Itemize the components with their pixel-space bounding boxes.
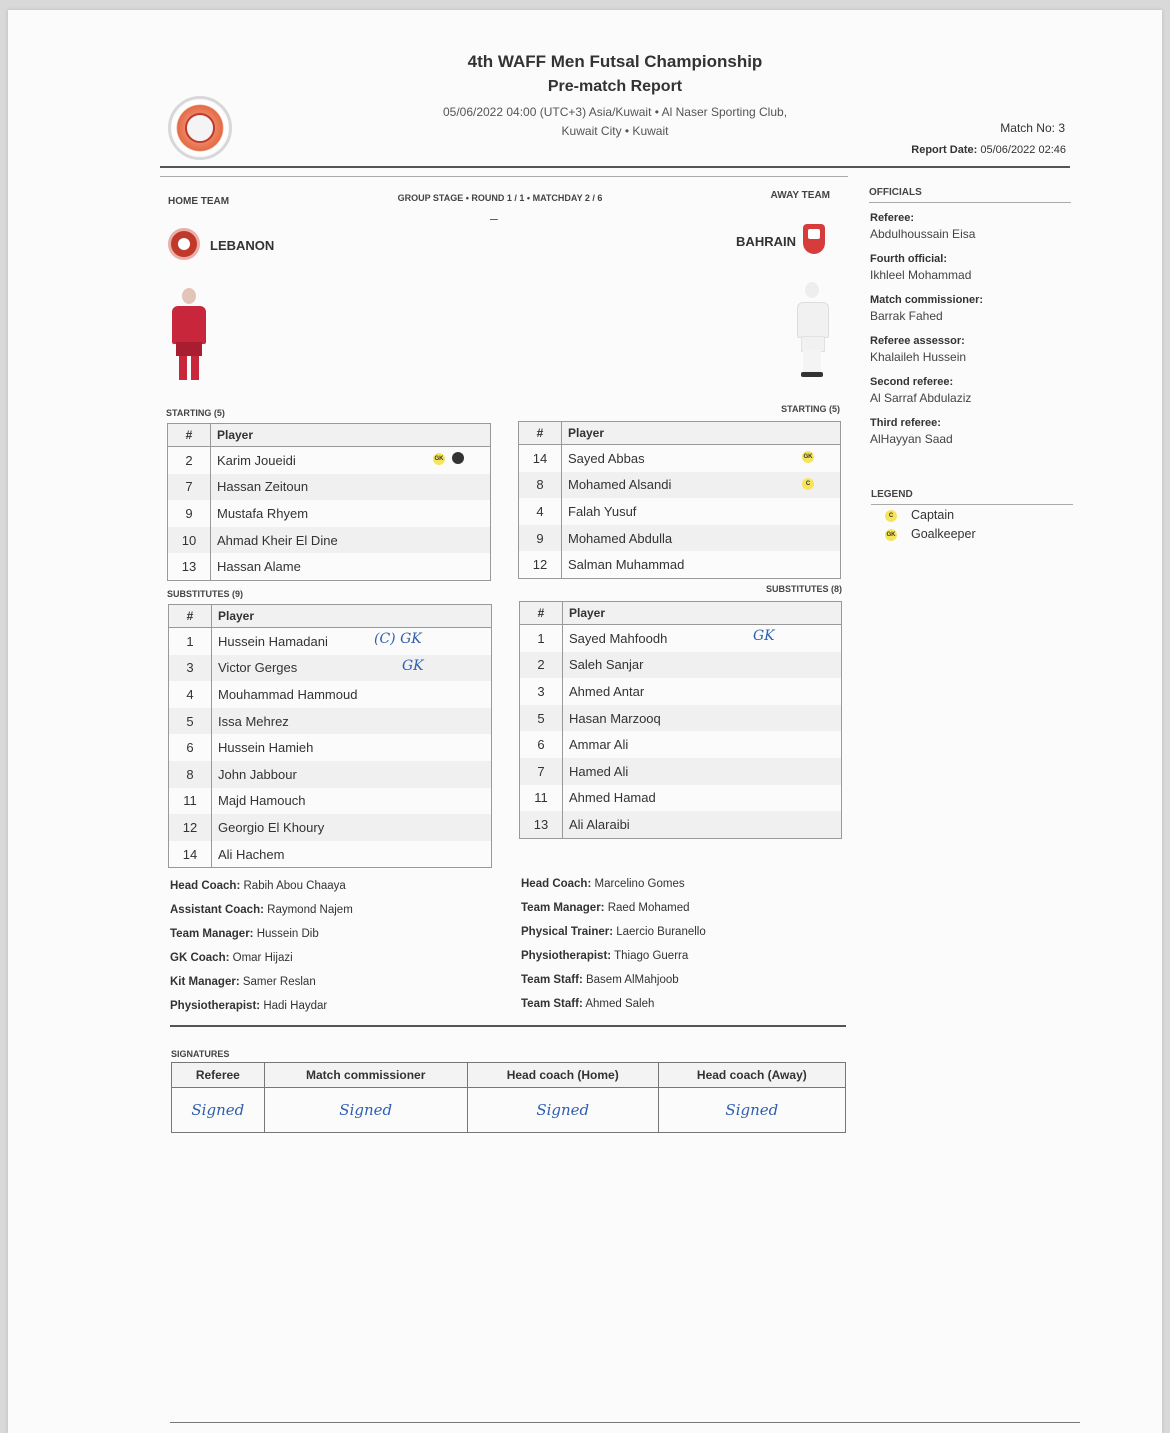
table-row xyxy=(169,708,492,735)
table-row xyxy=(169,761,492,788)
player-name: Sayed Mahfoodh xyxy=(569,630,668,646)
staff-name: Omar Hijazi xyxy=(232,952,293,964)
staff-role: Kit Manager: xyxy=(170,976,240,988)
player-number: 12 xyxy=(519,551,562,578)
staff-name: Hussein Dib xyxy=(256,928,319,940)
staff-item xyxy=(170,976,500,1000)
player-cell xyxy=(212,841,492,868)
player-name: Ahmed Hamad xyxy=(569,790,656,806)
handwritten-note: GK xyxy=(753,628,775,644)
staff-role: Physiotherapist: xyxy=(170,1000,261,1012)
legend-list xyxy=(885,508,1075,546)
official-item xyxy=(870,335,1070,376)
signature-column-header: Head coach (Away) xyxy=(658,1063,845,1088)
table-row xyxy=(169,814,492,841)
waff-logo-icon xyxy=(168,96,232,160)
player-number: 4 xyxy=(169,681,212,708)
player-cell xyxy=(562,525,841,552)
home-staff-list xyxy=(170,880,500,1024)
table-row xyxy=(519,445,841,472)
player-name: Karim Joueidi xyxy=(217,452,296,468)
staff-name: Ahmed Saleh xyxy=(585,998,655,1010)
player-name: Hasan Marzooq xyxy=(569,710,661,726)
col-num: # xyxy=(168,424,211,447)
player-cell xyxy=(562,551,841,578)
official-item xyxy=(870,417,1070,458)
player-number: 6 xyxy=(169,734,212,761)
staff-name: Thiago Guerra xyxy=(614,950,689,962)
player-name: Ali Hachem xyxy=(218,846,285,862)
player-cell xyxy=(211,447,491,474)
player-cell xyxy=(563,652,842,679)
match-datetime-venue: 05/06/2022 04:00 (UTC+3) Asia/Kuwait • Al Naser Sporting Club, xyxy=(442,105,788,119)
player-number: 7 xyxy=(168,474,211,501)
staff-name: Basem AlMahjoob xyxy=(585,974,679,986)
signature-column-header: Referee xyxy=(172,1063,265,1088)
player-number: 10 xyxy=(168,527,211,554)
teams-divider xyxy=(160,176,848,177)
table-row xyxy=(519,525,841,552)
staff-name: Samer Reslan xyxy=(242,976,316,988)
staff-name: Marcelino Gomes xyxy=(594,878,685,890)
staff-item xyxy=(521,878,851,902)
col-num: # xyxy=(169,605,212,628)
footer-divider xyxy=(170,1422,1080,1423)
legend-divider xyxy=(871,504,1073,505)
staff-item xyxy=(170,928,500,952)
bahrain-crest-icon xyxy=(803,224,825,254)
home-subs-label: SUBSTITUTES (9) xyxy=(167,589,244,599)
officials-title: OFFICIALS xyxy=(869,187,922,198)
player-number: 1 xyxy=(520,625,563,652)
player-number: 3 xyxy=(169,655,212,682)
player-cell xyxy=(212,814,492,841)
signature-column-header: Head coach (Home) xyxy=(467,1063,658,1088)
player-cell xyxy=(562,498,841,525)
player-number: 3 xyxy=(520,678,563,705)
official-role: Third referee: xyxy=(870,417,941,429)
player-cell xyxy=(563,705,842,732)
player-name: Mouhammad Hammoud xyxy=(218,686,358,702)
player-cell xyxy=(212,628,492,655)
away-subs-label: SUBSTITUTES (8) xyxy=(765,584,842,594)
captain-badge-icon: C xyxy=(802,478,814,490)
player-number: 1 xyxy=(169,628,212,655)
table-row xyxy=(169,734,492,761)
player-name: Victor Gerges xyxy=(218,660,298,676)
match-city: Kuwait City • Kuwait xyxy=(561,124,669,138)
player-number: 13 xyxy=(168,553,211,580)
home-team-label: HOME TEAM xyxy=(168,196,230,207)
player-cell xyxy=(212,655,492,682)
player-number: 7 xyxy=(520,758,563,785)
player-number: 6 xyxy=(520,731,563,758)
player-cell xyxy=(563,678,842,705)
signature-cell: Signed xyxy=(264,1088,467,1133)
player-cell xyxy=(563,625,842,652)
player-name: John Jabbour xyxy=(218,766,297,782)
staff-item xyxy=(170,952,500,976)
goalkeeper-badge-icon: GK xyxy=(802,451,814,463)
table-row xyxy=(520,785,842,812)
staff-item xyxy=(521,902,851,926)
staff-item xyxy=(521,998,851,1022)
staff-role: Team Staff: xyxy=(521,974,583,986)
col-num: # xyxy=(520,602,563,625)
col-player: Player xyxy=(562,422,841,445)
staff-name: Raed Mohamed xyxy=(607,902,690,914)
staff-divider xyxy=(170,1025,846,1027)
captain-badge-icon: C xyxy=(885,510,897,522)
staff-name: Rabih Abou Chaaya xyxy=(243,880,346,892)
table-row xyxy=(520,705,842,732)
player-name: Ahmed Antar xyxy=(569,683,645,699)
player-number: 11 xyxy=(520,785,563,812)
official-role: Match commissioner: xyxy=(870,294,984,306)
player-name: Mohamed Abdulla xyxy=(568,530,673,546)
player-name: Salman Muhammad xyxy=(568,557,685,573)
player-number: 11 xyxy=(169,788,212,815)
table-row xyxy=(169,681,492,708)
table-row xyxy=(168,474,491,501)
table-row xyxy=(520,652,842,679)
player-name: Mustafa Rhyem xyxy=(217,505,309,521)
col-player: Player xyxy=(212,605,492,628)
staff-item xyxy=(521,926,851,950)
player-name: Saleh Sanjar xyxy=(569,657,644,673)
home-team-name: LEBANON xyxy=(210,238,275,253)
official-role: Referee: xyxy=(870,212,915,224)
legend-label: Captain xyxy=(911,508,955,522)
table-row xyxy=(519,472,841,499)
official-name: Ikhleel Mohammad xyxy=(870,268,972,282)
player-number: 8 xyxy=(169,761,212,788)
signature-cell: Signed xyxy=(172,1088,265,1133)
player-number: 14 xyxy=(169,841,212,868)
player-name: Mohamed Alsandi xyxy=(568,477,672,493)
player-cell xyxy=(563,785,842,812)
col-player: Player xyxy=(211,424,491,447)
home-starting-table xyxy=(167,423,491,581)
ball-icon xyxy=(452,452,464,464)
table-row xyxy=(520,811,842,838)
table-row xyxy=(168,553,491,580)
player-name: Sayed Abbas xyxy=(568,450,645,466)
player-cell xyxy=(212,681,492,708)
staff-role: Head Coach: xyxy=(170,880,241,892)
legend-label: Goalkeeper xyxy=(911,527,976,541)
player-cell xyxy=(563,731,842,758)
official-item xyxy=(870,212,1070,253)
player-name: Hassan Zeitoun xyxy=(217,479,309,495)
signatures-title: SIGNATURES xyxy=(171,1049,230,1059)
player-name: Hamed Ali xyxy=(569,763,629,779)
official-item xyxy=(870,376,1070,417)
home-starting-label: STARTING (5) xyxy=(166,408,225,418)
away-team-name: BAHRAIN xyxy=(736,234,796,249)
stage-info: GROUP STAGE • ROUND 1 / 1 • MATCHDAY 2 / 6 xyxy=(397,193,603,203)
official-role: Second referee: xyxy=(870,376,954,388)
lebanon-crest-icon xyxy=(168,228,200,260)
staff-role: Head Coach: xyxy=(521,878,592,890)
officials-divider xyxy=(869,202,1071,203)
player-number: 5 xyxy=(169,708,212,735)
player-name: Hussein Hamadani xyxy=(218,633,328,649)
header-divider xyxy=(160,166,1070,168)
staff-role: Team Manager: xyxy=(521,902,605,914)
staff-role: Physiotherapist: xyxy=(521,950,612,962)
player-cell xyxy=(563,811,842,838)
player-cell xyxy=(562,472,841,499)
official-name: Al Sarraf Abdulaziz xyxy=(870,391,972,405)
staff-role: Physical Trainer: xyxy=(521,926,614,938)
player-number: 9 xyxy=(168,500,211,527)
signature-column-header: Match commissioner xyxy=(264,1063,467,1088)
player-name: Hassan Alame xyxy=(217,559,301,575)
handwritten-note: GK xyxy=(402,657,424,674)
legend-item xyxy=(885,527,1075,546)
staff-item xyxy=(521,950,851,974)
goalkeeper-badge-icon: GK xyxy=(885,529,897,541)
official-role: Fourth official: xyxy=(870,253,947,265)
official-role: Referee assessor: xyxy=(870,335,965,347)
player-number: 2 xyxy=(520,652,563,679)
table-row xyxy=(168,500,491,527)
away-staff-list xyxy=(521,878,851,1022)
player-cell xyxy=(211,474,491,501)
player-name: Hussein Hamieh xyxy=(218,740,314,756)
signature-cell: Signed xyxy=(658,1088,845,1133)
table-row xyxy=(168,447,491,474)
player-name: Falah Yusuf xyxy=(568,503,637,519)
signatures-table xyxy=(171,1062,846,1133)
handwritten-note: (C) GK xyxy=(374,631,422,647)
col-num: # xyxy=(519,422,562,445)
signature-cell: Signed xyxy=(467,1088,658,1133)
staff-item xyxy=(170,1000,500,1024)
player-number: 13 xyxy=(520,811,563,838)
table-row xyxy=(520,731,842,758)
col-player: Player xyxy=(563,602,842,625)
staff-item xyxy=(521,974,851,998)
away-starting-table xyxy=(518,421,841,579)
table-row xyxy=(520,625,842,652)
staff-role: Assistant Coach: xyxy=(170,904,264,916)
away-starting-label: STARTING (5) xyxy=(781,404,840,414)
player-cell xyxy=(212,788,492,815)
player-name: Georgio El Khoury xyxy=(218,819,325,835)
away-team-label: AWAY TEAM xyxy=(770,190,830,201)
away-subs-table xyxy=(519,601,842,839)
table-row xyxy=(519,551,841,578)
official-name: Abdulhoussain Eisa xyxy=(870,227,976,241)
player-name: Issa Mehrez xyxy=(218,713,289,729)
staff-item xyxy=(170,880,500,904)
report-title: 4th WAFF Men Futsal Championship xyxy=(467,52,763,71)
report-subtitle: Pre-match Report xyxy=(547,78,683,95)
player-name: Ahmad Kheir El Dine xyxy=(217,532,338,548)
player-number: 8 xyxy=(519,472,562,499)
match-score: – xyxy=(490,210,498,226)
staff-name: Raymond Najem xyxy=(267,904,353,916)
player-cell xyxy=(212,708,492,735)
report-date: Report Date: 05/06/2022 02:46 xyxy=(911,144,1066,156)
player-name: Ali Alaraibi xyxy=(569,816,630,832)
player-number: 5 xyxy=(520,705,563,732)
official-name: AlHayyan Saad xyxy=(870,432,953,446)
player-number: 9 xyxy=(519,525,562,552)
staff-item xyxy=(170,904,500,928)
player-name: Majd Hamouch xyxy=(218,793,306,809)
table-row xyxy=(520,678,842,705)
goalkeeper-badge-icon: GK xyxy=(433,453,445,465)
player-number: 2 xyxy=(168,447,211,474)
staff-role: GK Coach: xyxy=(170,952,230,964)
table-row xyxy=(519,498,841,525)
official-item xyxy=(870,294,1070,335)
player-cell xyxy=(563,758,842,785)
table-row xyxy=(169,788,492,815)
staff-name: Hadi Haydar xyxy=(263,1000,328,1012)
match-number: Match No: 3 xyxy=(1000,121,1065,135)
legend-title: LEGEND xyxy=(871,489,913,500)
table-row xyxy=(169,841,492,868)
table-row xyxy=(169,628,492,655)
player-number: 4 xyxy=(519,498,562,525)
player-cell xyxy=(211,553,491,580)
player-number: 12 xyxy=(169,814,212,841)
player-cell xyxy=(211,527,491,554)
player-number: 14 xyxy=(519,445,562,472)
player-cell xyxy=(211,500,491,527)
player-cell xyxy=(212,734,492,761)
table-row xyxy=(520,758,842,785)
home-subs-table xyxy=(168,604,492,868)
player-cell xyxy=(562,445,841,472)
staff-role: Team Manager: xyxy=(170,928,254,940)
officials-list xyxy=(870,212,1070,458)
official-name: Khalaileh Hussein xyxy=(870,350,967,364)
staff-name: Laercio Buranello xyxy=(616,926,706,938)
staff-role: Team Staff: xyxy=(521,998,583,1010)
player-cell xyxy=(212,761,492,788)
legend-item xyxy=(885,508,1075,527)
player-name: Ammar Ali xyxy=(569,737,629,753)
table-row xyxy=(169,655,492,682)
table-row xyxy=(168,527,491,554)
official-name: Barrak Fahed xyxy=(870,309,943,323)
official-item xyxy=(870,253,1070,294)
